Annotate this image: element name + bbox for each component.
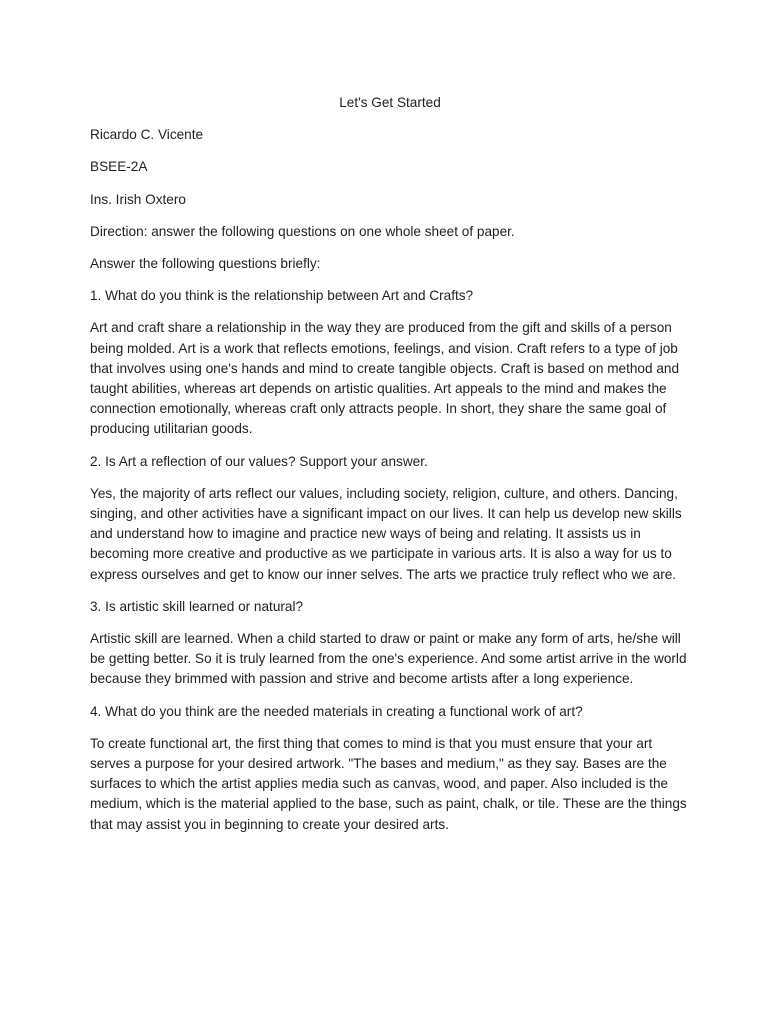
direction-text: Direction: answer the following questions on one whole sheet of paper.: [90, 223, 515, 239]
answer-2: Yes, the majority of arts reflect our values, including society, religion, culture, and others. Dancing, singing, and other activities have a significant impact on our lives. It can help us develop new skills and understand how to imagine and practice new ways of being and relating. It assists us in becoming more creative and productive as we participate in various arts. It is also a way for us to express ourselves and get to know our inner selves. The arts we practice truly reflect who we are.: [90, 485, 682, 582]
student-section: BSEE-2A: [90, 159, 148, 175]
student-name: Ricardo C. Vicente: [90, 127, 204, 143]
answer-4: To create functional art, the first thing that comes to mind is that you must ensure that your art serves a purpose for your desired artwork. "The bases and medium," as they say. Bases are the surfaces to which the artist applies media such as canvas, wood, and paper. Also included is the medium, which is the material applied to the base, such as paint, chalk, or tile. These are the things that may assist you in beginning to create your desired arts.: [90, 735, 687, 832]
answer-1: Art and craft share a relationship in the way they are produced from the gift and skills of a person being molded. Art is a work that reflects emotions, feelings, and vision. Craft refers to a type of job that involves using one's hands and mind to create tangible objects. Craft is based on method and taught abilities, whereas art depends on artistic qualities. Art appeals to the mind and makes the connection emotionally, whereas craft only attracts people. In short, they share the same goal of producing utilitarian goods.: [90, 320, 680, 437]
instructor-name: Ins. Irish Oxtero: [90, 191, 186, 207]
instruction-text: Answer the following questions briefly:: [90, 256, 321, 272]
document-title: Let's Get Started: [339, 95, 441, 110]
question-2: 2. Is Art a reflection of our values? Support your answer.: [90, 453, 428, 469]
question-4: 4. What do you think are the needed materials in creating a functional work of art?: [90, 703, 583, 719]
document-page: [90, 93, 690, 847]
question-1: 1. What do you think is the relationship between Art and Crafts?: [90, 288, 474, 304]
question-3: 3. Is artistic skill learned or natural?: [90, 598, 304, 614]
answer-3: Artistic skill are learned. When a child started to draw or paint or make any form of arts, he/she will be getting better. So it is truly learned from the one's experience. And some artist arrive in the world because they brimmed with passion and strive and become artists after a long experience.: [90, 631, 687, 687]
